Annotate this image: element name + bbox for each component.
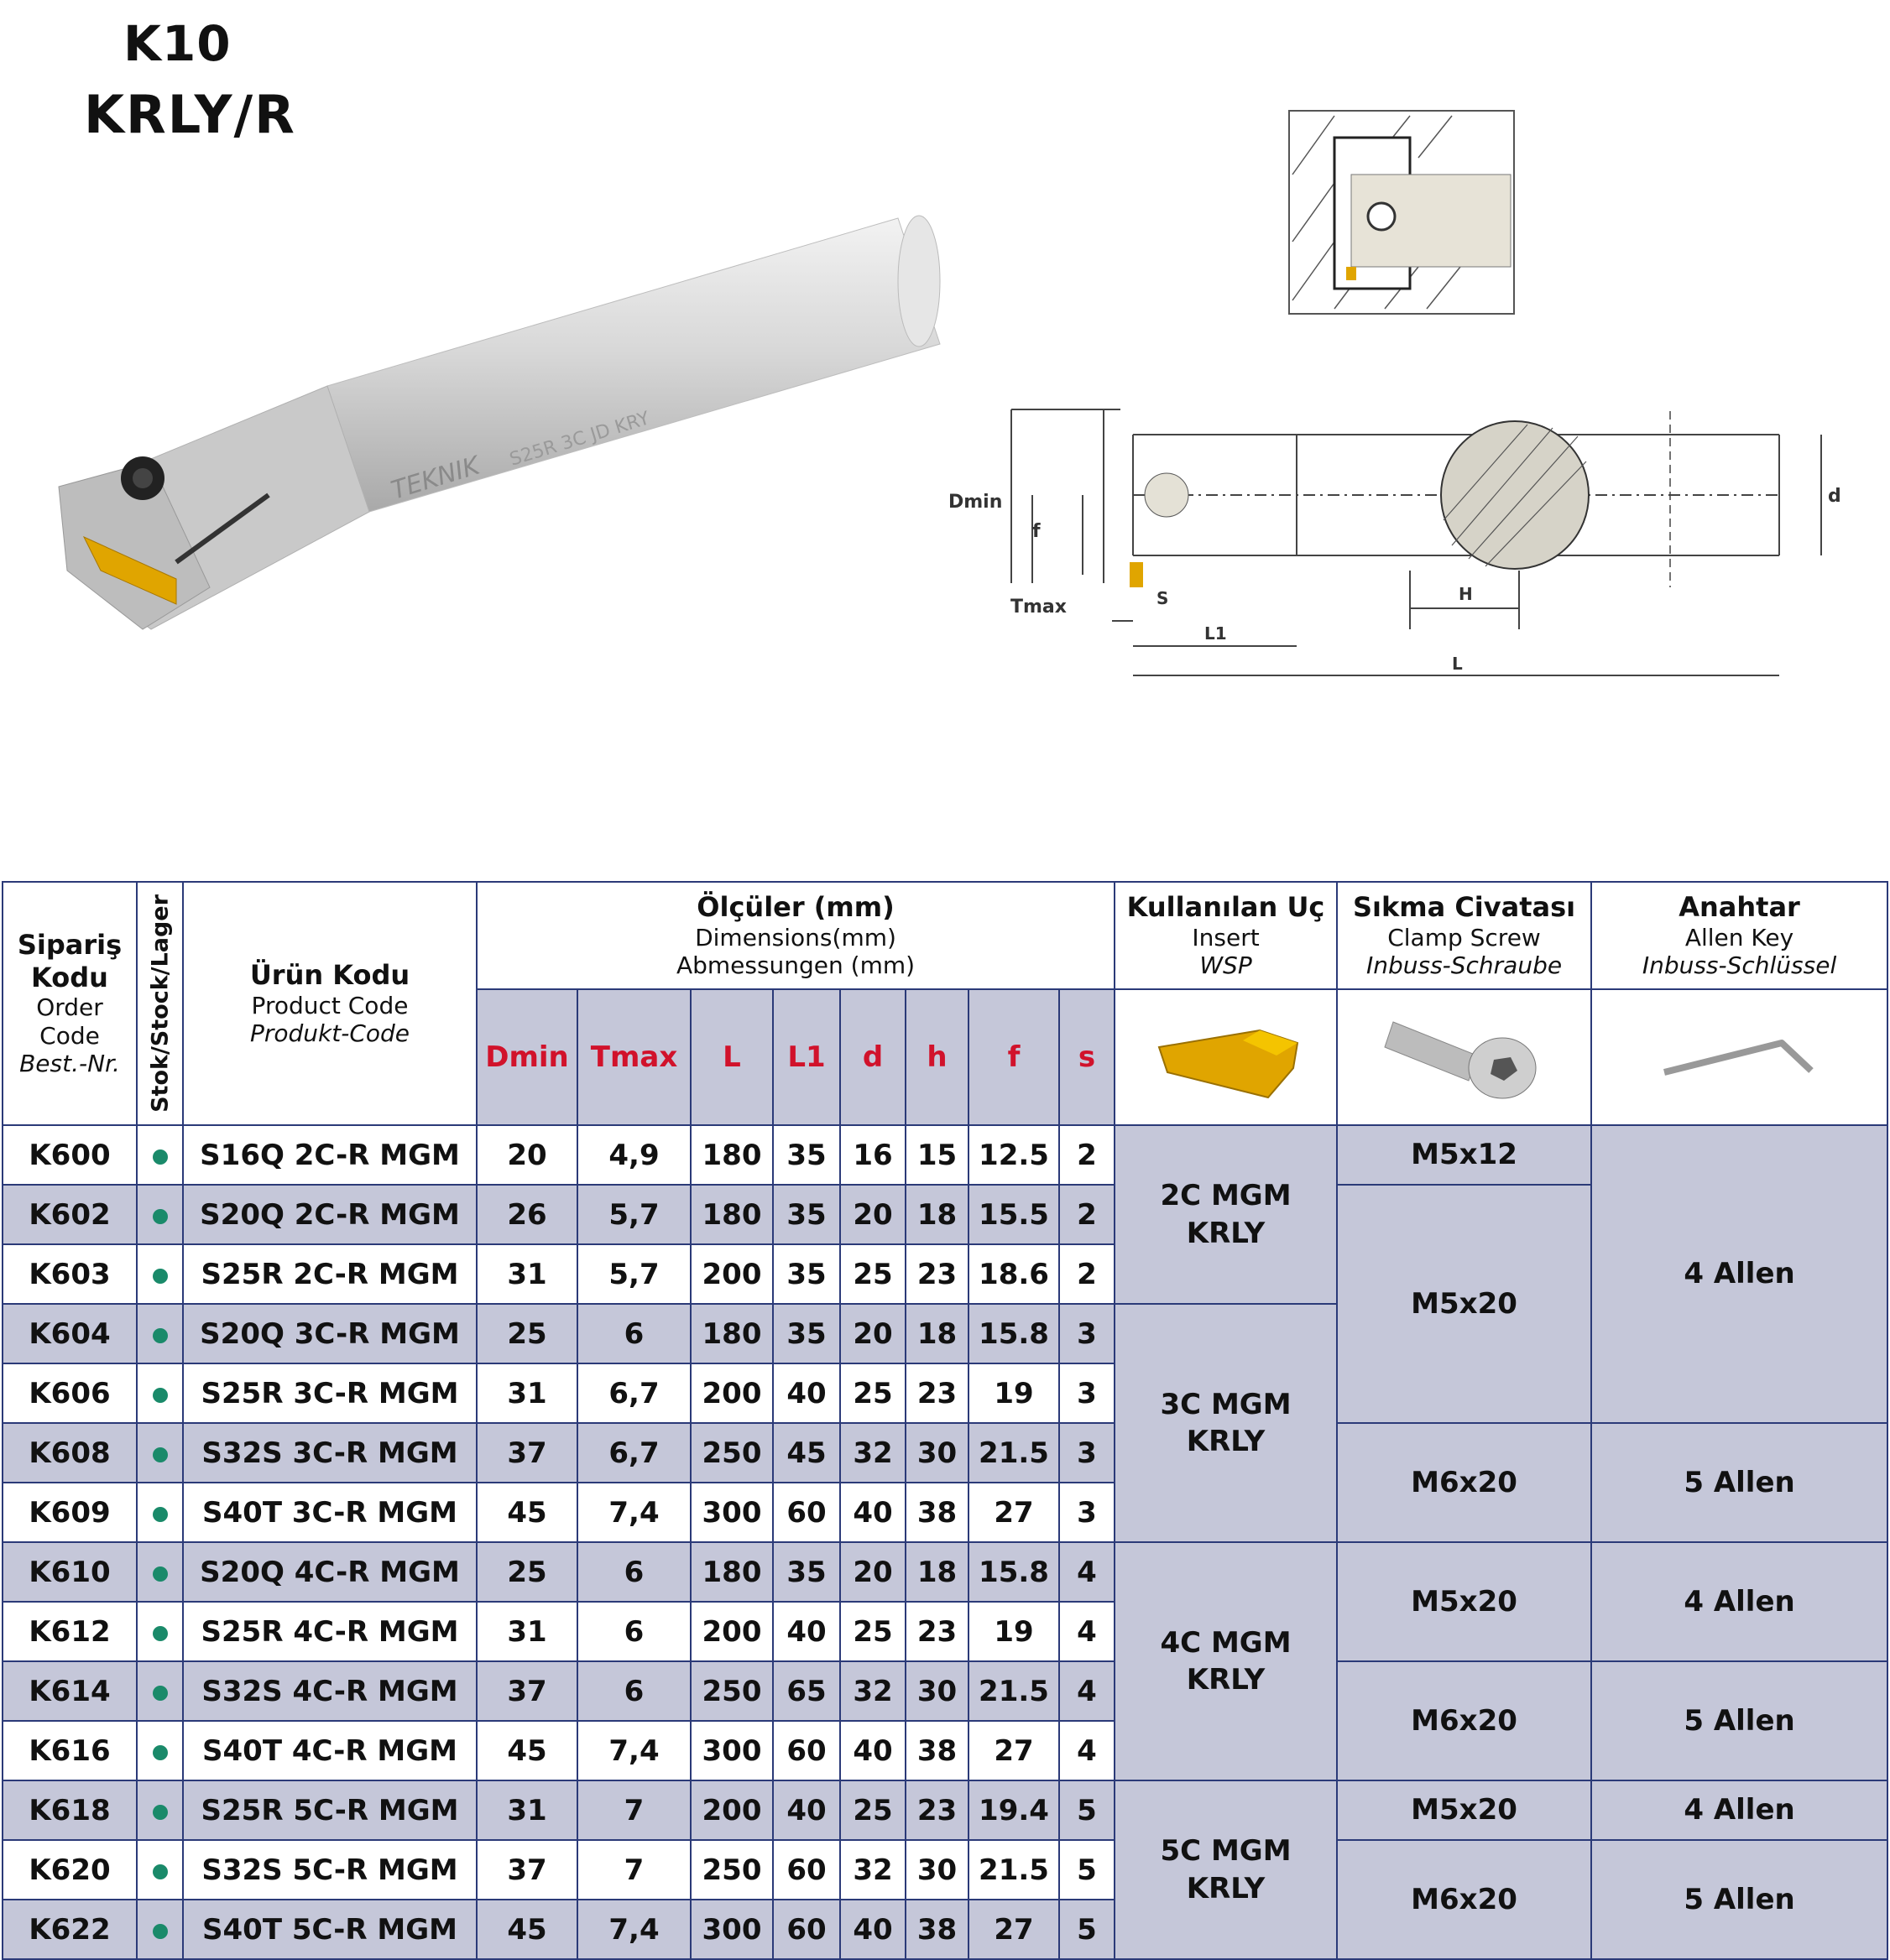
stock-cell <box>137 1900 183 1959</box>
dim-cell-tmax: 4,9 <box>577 1125 691 1185</box>
dimension-drawing <box>932 394 1841 696</box>
order-code-cell: K608 <box>3 1423 137 1483</box>
dim-cell-h: 30 <box>906 1661 968 1721</box>
dim-cell-l1: 35 <box>773 1542 840 1602</box>
dim-cell-s: 3 <box>1059 1483 1115 1542</box>
dim-cell-h: 30 <box>906 1423 968 1483</box>
in-stock-dot-icon <box>153 1626 168 1641</box>
dim-cell-tmax: 6 <box>577 1542 691 1602</box>
allen-key-cell: 5 Allen <box>1591 1840 1887 1959</box>
dim-cell-s: 5 <box>1059 1840 1115 1900</box>
product-code-cell: S25R 5C-R MGM <box>183 1780 477 1840</box>
label-s: S <box>1156 588 1169 608</box>
dim-cell-h: 23 <box>906 1780 968 1840</box>
insert-header: Kullanılan Uç Insert WSP <box>1115 882 1337 989</box>
dim-cell-dmin: 31 <box>477 1244 577 1304</box>
in-stock-dot-icon <box>153 1864 168 1879</box>
clamp-screw-image-cell <box>1337 989 1591 1125</box>
order-code-cell: K614 <box>3 1661 137 1721</box>
dim-cell-tmax: 6,7 <box>577 1363 691 1423</box>
dim-cell-l: 200 <box>691 1244 773 1304</box>
stock-cell <box>137 1125 183 1185</box>
dim-cell-tmax: 7,4 <box>577 1483 691 1542</box>
product-code-cell: S32S 4C-R MGM <box>183 1661 477 1721</box>
stock-cell <box>137 1840 183 1900</box>
dim-cell-l: 300 <box>691 1483 773 1542</box>
dim-cell-dmin: 31 <box>477 1602 577 1661</box>
dim-cell-f: 19 <box>968 1602 1059 1661</box>
dim-cell-f: 19.4 <box>968 1780 1059 1840</box>
stock-cell <box>137 1185 183 1244</box>
dim-cell-s: 2 <box>1059 1185 1115 1244</box>
insert-group-cell: 5C MGM KRLY <box>1115 1780 1337 1959</box>
dim-cell-s: 4 <box>1059 1602 1115 1661</box>
dim-cell-l1: 60 <box>773 1840 840 1900</box>
photo-engraving: S25R 3C JD KRY <box>507 408 652 471</box>
product-code-cell: S20Q 2C-R MGM <box>183 1185 477 1244</box>
table-row <box>3 1661 1887 1721</box>
dim-cell-s: 4 <box>1059 1661 1115 1721</box>
dim-header-dmin: Dmin <box>477 989 577 1125</box>
dim-header-d: d <box>840 989 906 1125</box>
dim-cell-tmax: 6 <box>577 1304 691 1363</box>
order-code-cell: K622 <box>3 1900 137 1959</box>
insert-group-cell: 2C MGM KRLY <box>1115 1125 1337 1304</box>
dim-cell-d: 32 <box>840 1423 906 1483</box>
label-l1: L1 <box>1204 623 1227 644</box>
dim-cell-l: 250 <box>691 1661 773 1721</box>
dim-header-l1: L1 <box>773 989 840 1125</box>
dim-cell-l: 180 <box>691 1125 773 1185</box>
stock-cell <box>137 1423 183 1483</box>
dim-cell-l1: 45 <box>773 1423 840 1483</box>
dim-cell-l: 180 <box>691 1304 773 1363</box>
dim-cell-f: 15.8 <box>968 1542 1059 1602</box>
stock-cell <box>137 1483 183 1542</box>
order-code-cell: K612 <box>3 1602 137 1661</box>
dim-cell-dmin: 45 <box>477 1900 577 1959</box>
dim-cell-dmin: 37 <box>477 1423 577 1483</box>
order-code-header: Sipariş Kodu Order Code Best.-Nr. <box>3 882 137 1125</box>
dim-cell-tmax: 7 <box>577 1780 691 1840</box>
clamp-screw-cell: M6x20 <box>1337 1423 1591 1542</box>
dim-cell-s: 4 <box>1059 1721 1115 1780</box>
dim-cell-f: 21.5 <box>968 1661 1059 1721</box>
in-stock-dot-icon <box>153 1149 168 1165</box>
dim-cell-d: 20 <box>840 1185 906 1244</box>
dim-cell-dmin: 31 <box>477 1780 577 1840</box>
dim-cell-h: 23 <box>906 1244 968 1304</box>
dim-cell-s: 2 <box>1059 1125 1115 1185</box>
dim-cell-l: 250 <box>691 1423 773 1483</box>
product-code-cell: S25R 2C-R MGM <box>183 1244 477 1304</box>
product-code-cell: S40T 4C-R MGM <box>183 1721 477 1780</box>
allen-key-cell: 4 Allen <box>1591 1542 1887 1661</box>
dim-cell-l1: 65 <box>773 1661 840 1721</box>
dim-header-tmax: Tmax <box>577 989 691 1125</box>
dim-cell-l: 300 <box>691 1900 773 1959</box>
order-code-cell: K616 <box>3 1721 137 1780</box>
in-stock-dot-icon <box>153 1566 168 1582</box>
label-d: d <box>1828 486 1841 507</box>
dim-header-l: L <box>691 989 773 1125</box>
dim-cell-l1: 60 <box>773 1900 840 1959</box>
table-row <box>3 1780 1887 1840</box>
dim-cell-h: 38 <box>906 1483 968 1542</box>
clamp-screw-cell: M5x20 <box>1337 1185 1591 1423</box>
boring-bar-photo <box>50 210 974 680</box>
dim-cell-f: 15.8 <box>968 1304 1059 1363</box>
stock-cell <box>137 1661 183 1721</box>
clamp-screw-cell: M6x20 <box>1337 1661 1591 1780</box>
series-code: K10 <box>123 15 232 72</box>
clamp-screw-cell: M5x20 <box>1337 1780 1591 1840</box>
order-code-cell: K606 <box>3 1363 137 1423</box>
allen-key-cell: 5 Allen <box>1591 1661 1887 1780</box>
in-stock-dot-icon <box>153 1805 168 1820</box>
dim-cell-s: 5 <box>1059 1900 1115 1959</box>
dim-cell-f: 18.6 <box>968 1244 1059 1304</box>
dim-cell-l1: 35 <box>773 1185 840 1244</box>
order-code-cell: K600 <box>3 1125 137 1185</box>
dim-cell-f: 27 <box>968 1900 1059 1959</box>
dim-cell-d: 25 <box>840 1244 906 1304</box>
stock-cell <box>137 1721 183 1780</box>
dim-cell-tmax: 6 <box>577 1602 691 1661</box>
dim-cell-tmax: 6 <box>577 1661 691 1721</box>
product-code-cell: S25R 4C-R MGM <box>183 1602 477 1661</box>
dim-cell-l1: 35 <box>773 1244 840 1304</box>
screw-icon <box>1376 1005 1553 1106</box>
dim-cell-l: 200 <box>691 1602 773 1661</box>
dim-cell-d: 20 <box>840 1304 906 1363</box>
dim-cell-dmin: 37 <box>477 1661 577 1721</box>
product-code-cell: S20Q 4C-R MGM <box>183 1542 477 1602</box>
stock-cell <box>137 1602 183 1661</box>
dim-cell-h: 23 <box>906 1602 968 1661</box>
allen-key-image-cell <box>1591 989 1887 1125</box>
dim-cell-d: 32 <box>840 1840 906 1900</box>
table-row <box>3 1840 1887 1900</box>
stock-cell <box>137 1304 183 1363</box>
dim-cell-l: 200 <box>691 1363 773 1423</box>
in-stock-dot-icon <box>153 1507 168 1522</box>
label-h: H <box>1459 584 1473 604</box>
dim-header-f: f <box>968 989 1059 1125</box>
order-code-cell: K604 <box>3 1304 137 1363</box>
product-family: KRLY/R <box>84 84 296 145</box>
dim-cell-h: 38 <box>906 1900 968 1959</box>
dim-cell-f: 27 <box>968 1483 1059 1542</box>
product-code-cell: S40T 5C-R MGM <box>183 1900 477 1959</box>
dim-cell-f: 12.5 <box>968 1125 1059 1185</box>
dim-cell-d: 40 <box>840 1483 906 1542</box>
in-stock-dot-icon <box>153 1388 168 1403</box>
dim-cell-s: 4 <box>1059 1542 1115 1602</box>
specification-table <box>2 881 1888 1960</box>
product-code-cell: S32S 3C-R MGM <box>183 1423 477 1483</box>
dim-cell-tmax: 6,7 <box>577 1423 691 1483</box>
dim-cell-f: 27 <box>968 1721 1059 1780</box>
insert-group-cell: 4C MGM KRLY <box>1115 1542 1337 1780</box>
dim-header-s: s <box>1059 989 1115 1125</box>
dim-cell-tmax: 5,7 <box>577 1244 691 1304</box>
application-sketch <box>1284 107 1519 319</box>
table-row <box>3 1125 1887 1185</box>
dim-cell-d: 16 <box>840 1125 906 1185</box>
allen-key-cell: 4 Allen <box>1591 1780 1887 1840</box>
clamp-screw-cell: M5x12 <box>1337 1125 1591 1185</box>
dim-cell-s: 3 <box>1059 1363 1115 1423</box>
dim-cell-dmin: 26 <box>477 1185 577 1244</box>
dim-cell-s: 5 <box>1059 1780 1115 1840</box>
in-stock-dot-icon <box>153 1924 168 1939</box>
dim-cell-l1: 60 <box>773 1483 840 1542</box>
clamp-screw-header: Sıkma Civatası Clamp Screw Inbuss-Schraube <box>1337 882 1591 989</box>
order-code-cell: K609 <box>3 1483 137 1542</box>
dim-cell-f: 15.5 <box>968 1185 1059 1244</box>
dim-cell-h: 23 <box>906 1363 968 1423</box>
dim-cell-l: 180 <box>691 1542 773 1602</box>
dim-cell-l: 300 <box>691 1721 773 1780</box>
dim-cell-dmin: 45 <box>477 1483 577 1542</box>
dim-cell-tmax: 5,7 <box>577 1185 691 1244</box>
stock-cell <box>137 1244 183 1304</box>
label-tmax: Tmax <box>1010 597 1067 618</box>
in-stock-dot-icon <box>153 1269 168 1284</box>
dim-cell-s: 3 <box>1059 1423 1115 1483</box>
product-code-cell: S40T 3C-R MGM <box>183 1483 477 1542</box>
dim-cell-d: 20 <box>840 1542 906 1602</box>
allen-key-icon <box>1647 1014 1832 1097</box>
dim-cell-l1: 40 <box>773 1363 840 1423</box>
dim-cell-d: 25 <box>840 1363 906 1423</box>
order-code-cell: K610 <box>3 1542 137 1602</box>
dim-cell-h: 30 <box>906 1840 968 1900</box>
dim-cell-tmax: 7,4 <box>577 1900 691 1959</box>
in-stock-dot-icon <box>153 1745 168 1760</box>
dim-cell-l1: 35 <box>773 1125 840 1185</box>
clamp-screw-cell: M6x20 <box>1337 1840 1591 1959</box>
stock-cell <box>137 1780 183 1840</box>
product-code-cell: S25R 3C-R MGM <box>183 1363 477 1423</box>
label-l: L <box>1452 654 1463 674</box>
photo-brand: TEKNIK <box>388 451 483 506</box>
label-f: f <box>1032 521 1041 542</box>
dim-cell-l1: 60 <box>773 1721 840 1780</box>
stock-cell <box>137 1542 183 1602</box>
insert-image-cell <box>1115 989 1337 1125</box>
table-row <box>3 1542 1887 1602</box>
order-code-cell: K620 <box>3 1840 137 1900</box>
dim-cell-dmin: 25 <box>477 1304 577 1363</box>
clamp-screw-cell: M5x20 <box>1337 1542 1591 1661</box>
dim-cell-f: 19 <box>968 1363 1059 1423</box>
dim-cell-d: 40 <box>840 1900 906 1959</box>
dim-cell-dmin: 20 <box>477 1125 577 1185</box>
allen-key-cell: 4 Allen <box>1591 1125 1887 1423</box>
dim-cell-h: 15 <box>906 1125 968 1185</box>
dim-cell-l: 250 <box>691 1840 773 1900</box>
dim-header-h: h <box>906 989 968 1125</box>
dim-cell-d: 25 <box>840 1602 906 1661</box>
in-stock-dot-icon <box>153 1686 168 1701</box>
in-stock-dot-icon <box>153 1447 168 1462</box>
dimensions-header: Ölçüler (mm) Dimensions(mm) Abmessungen (mm) <box>477 882 1115 989</box>
order-code-cell: K602 <box>3 1185 137 1244</box>
dim-cell-dmin: 25 <box>477 1542 577 1602</box>
dim-cell-h: 18 <box>906 1304 968 1363</box>
dim-cell-d: 40 <box>840 1721 906 1780</box>
dim-cell-f: 21.5 <box>968 1840 1059 1900</box>
dim-cell-d: 32 <box>840 1661 906 1721</box>
dim-cell-f: 21.5 <box>968 1423 1059 1483</box>
dim-cell-h: 38 <box>906 1721 968 1780</box>
dim-cell-tmax: 7 <box>577 1840 691 1900</box>
allen-key-header: Anahtar Allen Key Inbuss-Schlüssel <box>1591 882 1887 989</box>
dim-cell-l1: 35 <box>773 1304 840 1363</box>
dim-cell-h: 18 <box>906 1542 968 1602</box>
dim-cell-s: 2 <box>1059 1244 1115 1304</box>
product-code-cell: S32S 5C-R MGM <box>183 1840 477 1900</box>
dim-cell-s: 3 <box>1059 1304 1115 1363</box>
allen-key-cell: 5 Allen <box>1591 1423 1887 1542</box>
dim-cell-l1: 40 <box>773 1602 840 1661</box>
dim-cell-l: 200 <box>691 1780 773 1840</box>
dim-cell-dmin: 31 <box>477 1363 577 1423</box>
product-code-header: Ürün Kodu Product Code Produkt-Code <box>183 882 477 1125</box>
product-code-cell: S20Q 3C-R MGM <box>183 1304 477 1363</box>
dim-cell-dmin: 37 <box>477 1840 577 1900</box>
table-row <box>3 1423 1887 1483</box>
dim-cell-tmax: 7,4 <box>577 1721 691 1780</box>
insert-group-cell: 3C MGM KRLY <box>1115 1304 1337 1542</box>
label-dmin: Dmin <box>948 492 1003 513</box>
stock-cell <box>137 1363 183 1423</box>
dim-cell-d: 25 <box>840 1780 906 1840</box>
dim-cell-l: 180 <box>691 1185 773 1244</box>
order-code-cell: K603 <box>3 1244 137 1304</box>
dim-cell-h: 18 <box>906 1185 968 1244</box>
product-code-cell: S16Q 2C-R MGM <box>183 1125 477 1185</box>
dim-cell-l1: 40 <box>773 1780 840 1840</box>
in-stock-dot-icon <box>153 1209 168 1224</box>
in-stock-dot-icon <box>153 1328 168 1343</box>
order-code-cell: K618 <box>3 1780 137 1840</box>
stock-header: Stok/Stock/Lager <box>137 882 183 1125</box>
insert-icon <box>1142 1005 1310 1106</box>
dim-cell-dmin: 45 <box>477 1721 577 1780</box>
